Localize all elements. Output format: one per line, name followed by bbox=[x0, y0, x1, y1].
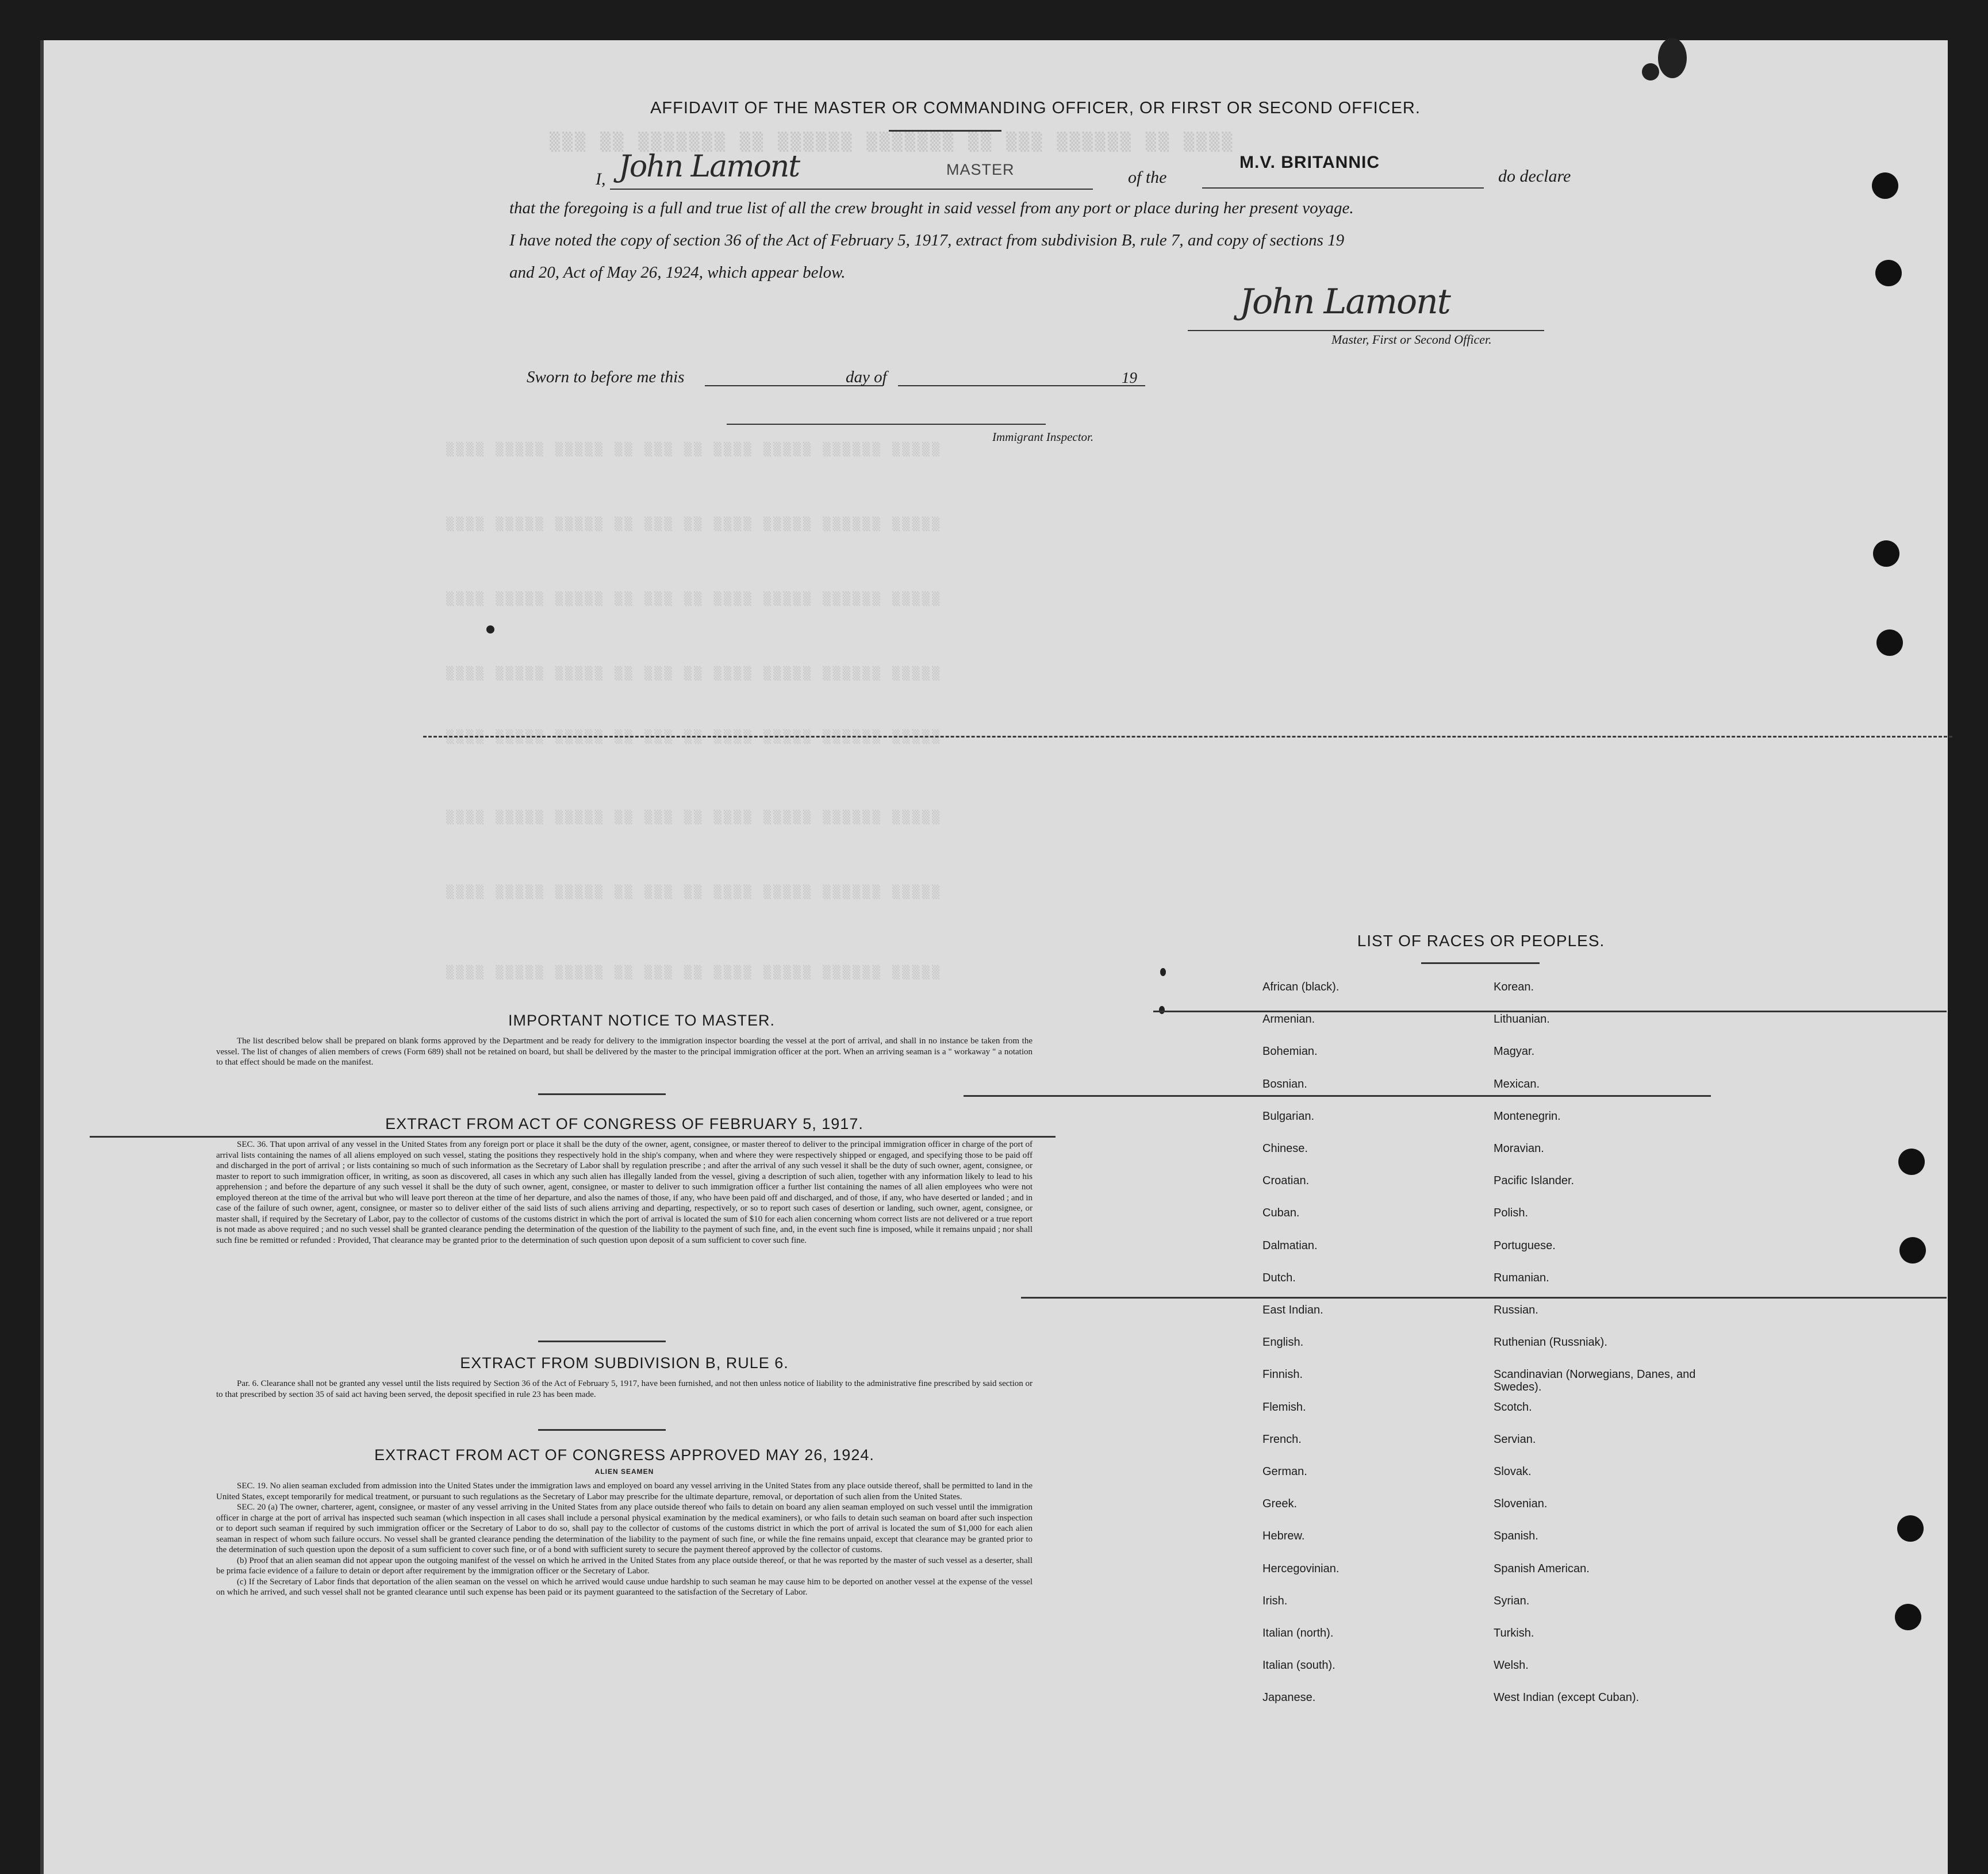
bleed-through-text: ▒▒▒▒ ▒▒▒▒▒ ▒▒▒▒▒ ▒▒ ▒▒▒ ▒▒ ▒▒▒▒ ▒▒▒▒▒ ▒▒▒▒▒▒ ▒▒▒▒▒ bbox=[446, 517, 942, 532]
race-entry: West Indian (except Cuban). bbox=[1494, 1691, 1640, 1704]
race-entry: Syrian. bbox=[1494, 1594, 1530, 1607]
bleed-through-text: ▒▒▒▒ ▒▒▒▒▒ ▒▒▒▒▒ ▒▒ ▒▒▒ ▒▒ ▒▒▒▒ ▒▒▒▒▒ ▒▒▒▒▒▒ ▒▒▒▒▒ bbox=[446, 730, 942, 744]
race-entry: Chinese. bbox=[1262, 1142, 1308, 1155]
heading-underline bbox=[889, 130, 1001, 132]
races-heading: LIST OF RACES OR PEOPLES. bbox=[1357, 932, 1605, 950]
document-page bbox=[40, 40, 1948, 1874]
race-entry: Moravian. bbox=[1494, 1142, 1544, 1155]
race-entry: Korean. bbox=[1494, 981, 1534, 993]
stray-rule bbox=[964, 1095, 1711, 1097]
section-divider bbox=[538, 1093, 666, 1095]
race-entry: Irish. bbox=[1262, 1594, 1288, 1607]
race-entry: Flemish. bbox=[1262, 1400, 1306, 1414]
extract-1924-heading: EXTRACT FROM ACT OF CONGRESS APPROVED MAY 26, 1924. bbox=[374, 1446, 874, 1464]
sec-19-text: SEC. 19. No alien seaman excluded from admission into the United States under the immigration laws and employed on board any vessel arriving in the United States from any place outside thereof, shall be permitted to land in the United States, except temporarily for medical treatment, or pursuant to such regulations as the Secretary of Labor may prescribe for the ultimate departure, removal, or deportation of such alien from the United States. bbox=[216, 1481, 1033, 1501]
race-entry: Polish. bbox=[1494, 1207, 1529, 1220]
race-entry: Slovenian. bbox=[1494, 1497, 1548, 1511]
race-entry: French. bbox=[1262, 1433, 1302, 1446]
punch-hole bbox=[1898, 1149, 1925, 1175]
race-entry: Finnish. bbox=[1262, 1368, 1303, 1381]
race-entry: Mexican. bbox=[1494, 1077, 1540, 1090]
race-entry: East Indian. bbox=[1262, 1304, 1323, 1316]
extract-1917-body: SEC. 36. That upon arrival of any vessel in the United States from any foreign port or place it shall be the duty of the owner, agent, consignee, or master thereof to deliver to the principal immigration officer in charge of the port of arrival lists containing the names of all aliens employed on such vessel, stating the positions they respectively hold in the ship's company, when and where they were respectively shipped or engaged, and specifying those to be paid off and discharged in the port of arrival ; or lists containing so much of such information as the Secretary of Labor shall by regulation prescribe ; and after the arrival of any such vessel it shall be the duty of such owner, agent, consignee, or master to report to such immigration officer, in writing, as soon as discovered, all cases in which any such alien has illegally landed from the vessel, giving a description of such alien, together with any information likely to lead to his apprehension ; and before the departure of any such vessel it shall be the duty of such owner, agent, consignee, or master to deliver to such immigration officer a further list containing the names of all alien employees who were not employed thereon at the time of the arrival but who will leave port thereon at the time of her departure, and also the names of those, if any, who have been paid off and discharged, and of those, if any, who have deserted or landed ; and in case of the failure of such owner, agent, consignee, or master so to deliver either of the said lists of such aliens arriving and departing, respectively, or so to report such cases of desertion or landing, such owner, agent, consignee, or master shall, if required by the Secretary of Labor, pay to the collector of customs of the customs district in which the port of arrival is located the sum of $10 for each alien concerning whom correct lists are not delivered or a true report is not made as above required ; and no such vessel shall be granted clearance pending the determination of the question of the liability to the payment of such fine, and, in the event such fine is imposed, while it remains unpaid ; nor shall such fine be remitted or refunded : Provided, That clearance may be granted prior to the determination of such question upon deposit of a sum sufficient to cover such fine. bbox=[216, 1140, 1033, 1245]
affidavit-line-2: that the foregoing is a full and true list of all the crew brought in said vessel from any port or place during her present voyage. bbox=[509, 199, 1354, 217]
bleed-through-text: ▒▒▒▒ ▒▒▒▒▒ ▒▒▒▒▒ ▒▒ ▒▒▒ ▒▒ ▒▒▒▒ ▒▒▒▒▒ ▒▒▒▒▒▒ ▒▒▒▒▒ bbox=[446, 811, 942, 825]
race-entry: Russian. bbox=[1494, 1304, 1538, 1316]
ink-speck bbox=[486, 625, 494, 633]
affiant-name-line bbox=[610, 189, 1093, 190]
race-entry: Welsh. bbox=[1494, 1659, 1529, 1672]
bleed-through-text: ▒▒▒▒ ▒▒▒▒▒ ▒▒▒▒▒ ▒▒ ▒▒▒ ▒▒ ▒▒▒▒ ▒▒▒▒▒ ▒▒▒▒▒▒ ▒▒▒▒▒ bbox=[446, 592, 942, 606]
stray-rule bbox=[90, 1136, 1056, 1138]
race-entry: Slovak. bbox=[1494, 1465, 1532, 1478]
race-entry: Magyar. bbox=[1494, 1045, 1535, 1058]
race-entry: Lithuanian. bbox=[1494, 1013, 1550, 1026]
race-entry: Cuban. bbox=[1262, 1207, 1300, 1220]
race-entry: Bohemian. bbox=[1262, 1045, 1318, 1058]
ink-blot bbox=[1642, 63, 1659, 80]
race-entry: Rumanian. bbox=[1494, 1271, 1549, 1284]
notice-body: The list described below shall be prepared on blank forms approved by the Department and be ready for delivery to the immigration inspector boarding the vessel at the port of arrival, and shall in no instance be taken from the vessel. The list of changes of alien members of crews (Form 689) shall not be retained on board, but shall be delivered by the master to the principal immigration officer at the port. When an arriving seaman is a " workaway " a notation to that effect should be made on the manifest. bbox=[216, 1036, 1033, 1067]
race-entry: Armenian. bbox=[1262, 1013, 1315, 1026]
sec-20b-text: (b) Proof that an alien seaman did not appear upon the outgoing manifest of the vessel on which he arrived in the United States from any place outside thereof, or that he was reported by the master of such vessel as a deserter, shall be prima facie evidence of a failure to detain or deport after requirement by the immigration officer or the Secretary of Labor. bbox=[216, 1556, 1033, 1576]
extract-1917-heading: EXTRACT FROM ACT OF CONGRESS OF FEBRUARY 5, 1917. bbox=[385, 1115, 863, 1132]
ink-blot bbox=[1658, 38, 1687, 78]
section-divider bbox=[538, 1429, 666, 1431]
inspector-signature-line bbox=[727, 424, 1046, 425]
race-entry: English. bbox=[1262, 1336, 1304, 1349]
race-entry: German. bbox=[1262, 1465, 1307, 1478]
race-entry: Turkish. bbox=[1494, 1627, 1534, 1639]
sworn-prefix: Sworn to before me this bbox=[527, 368, 685, 386]
section-divider bbox=[538, 1341, 666, 1342]
race-entry: Spanish. bbox=[1494, 1530, 1538, 1543]
race-entry: Dutch. bbox=[1262, 1271, 1296, 1284]
race-entry: Bulgarian. bbox=[1262, 1109, 1315, 1123]
alien-seamen-subheading: ALIEN SEAMEN bbox=[594, 1468, 654, 1476]
affidavit-heading: AFFIDAVIT OF THE MASTER OR COMMANDING OFFICER, OR FIRST OR SECOND OFFICER. bbox=[650, 99, 1421, 117]
stray-rule bbox=[1021, 1297, 1947, 1299]
race-entry: Hebrew. bbox=[1262, 1530, 1305, 1543]
extract-rule6-body: Par. 6. Clearance shall not be granted any vessel until the lists required by Section 36 of the Act of February 5, 1917, have been furnished, and not then unless notice of liability to the administrative fine prescribed by said section or to that prescribed by section 35 of said act having been served, the deposit specified in rule 23 has been made. bbox=[216, 1379, 1033, 1399]
sec-20c-text: (c) If the Secretary of Labor finds that deportation of the alien seaman on the vessel on which he arrived would cause undue hardship to such seaman he may cause him to be deported on another vessel at the expense of the vessel on which he arrived, and such vessel shall not be granted clearance until such expense has been paid or its payment guaranteed to the satisfaction of the Secretary of Labor. bbox=[216, 1577, 1033, 1597]
rank-value: MASTER bbox=[946, 161, 1015, 178]
sworn-day-label: day of bbox=[846, 368, 887, 386]
of-the-label: of the bbox=[1128, 168, 1167, 187]
officer-signature: John Lamont bbox=[1239, 282, 1450, 322]
race-entry: Dalmatian. bbox=[1262, 1239, 1318, 1252]
punch-hole bbox=[1876, 629, 1903, 656]
race-entry: Croatian. bbox=[1262, 1174, 1310, 1188]
vessel-name: M.V. BRITANNIC bbox=[1239, 153, 1380, 172]
extract-1924-body bbox=[216, 1481, 1033, 1598]
extract-rule6-heading: EXTRACT FROM SUBDIVISION B, RULE 6. bbox=[460, 1354, 789, 1372]
race-entry: Italian (north). bbox=[1262, 1627, 1334, 1639]
punch-hole bbox=[1895, 1604, 1921, 1630]
race-entry: Greek. bbox=[1262, 1497, 1298, 1511]
punch-hole bbox=[1897, 1515, 1924, 1542]
race-entry: Japanese. bbox=[1262, 1691, 1316, 1704]
master-signature: John Lamont bbox=[619, 149, 800, 184]
inspector-caption: Immigrant Inspector. bbox=[992, 430, 1094, 444]
bleed-through-text: ▒▒▒▒ ▒▒▒▒▒ ▒▒▒▒▒ ▒▒ ▒▒▒ ▒▒ ▒▒▒▒ ▒▒▒▒▒ ▒▒▒▒▒▒ ▒▒▒▒▒ bbox=[446, 667, 942, 681]
stray-rule bbox=[423, 736, 1952, 738]
declare-label: do declare bbox=[1498, 167, 1571, 186]
officer-signature-line bbox=[1188, 330, 1544, 331]
race-entry: Scandinavian (Norwegians, Danes, and Swedes). bbox=[1494, 1368, 1696, 1394]
sec-20a-text: SEC. 20 (a) The owner, charterer, agent, consignee, or master of any vessel arriving in the United States from any place outside thereof who fails to detain on board any alien seaman employed on such vessel until the immigration officer in charge at the port of arrival has inspected such seaman (which inspection in all cases shall include a personal physical examination by the medical examiners), or who fails to detain such seaman on board after such inspection or to deport such seaman if required by such immigration officer or the Secretary of Labor to do so, shall pay to the collector of customs of the customs district in which the port of arrival is located the sum of $1,000 for each alien seaman in respect of whom such failure occurs. No vessel shall be granted clearance pending the determination of the liability to the payment of such fine, or while the fine remains unpaid, except that clearance may be granted prior to the determination of such question upon the deposit of a sum sufficient to cover such fine, or of a bond with sufficient surety to secure the payment thereof approved by the collector of customs. bbox=[216, 1503, 1033, 1554]
race-entry: Spanish American. bbox=[1494, 1562, 1590, 1575]
bleed-through-text: ▒▒▒▒ ▒▒▒▒▒ ▒▒▒▒▒ ▒▒ ▒▒▒ ▒▒ ▒▒▒▒ ▒▒▒▒▒ ▒▒▒▒▒▒ ▒▒▒▒▒ bbox=[446, 443, 942, 457]
affidavit-line-3: I have noted the copy of section 36 of the Act of February 5, 1917, extract from subdivision B, rule 7, and copy of sections 19 bbox=[509, 231, 1345, 249]
sworn-year: 19 bbox=[1122, 369, 1137, 386]
affiant-prefix: I, bbox=[596, 170, 606, 189]
race-entry: Montenegrin. bbox=[1494, 1109, 1561, 1123]
bleed-through-text: ▒▒▒ ▒▒ ▒▒▒▒▒▒▒ ▒▒ ▒▒▒▒▒▒ ▒▒▒▒▒▒▒ ▒▒ ▒▒▒ ▒▒▒▒▒▒ ▒▒ ▒▒▒▒ bbox=[550, 132, 1235, 152]
affidavit-line-4: and 20, Act of May 26, 1924, which appear below. bbox=[509, 263, 846, 282]
race-entry: Scotch. bbox=[1494, 1400, 1532, 1414]
punch-hole bbox=[1899, 1237, 1926, 1264]
race-entry: Hercegovinian. bbox=[1262, 1562, 1340, 1575]
ink-speck bbox=[1160, 968, 1166, 976]
vessel-line bbox=[1202, 187, 1484, 189]
race-entry: Portuguese. bbox=[1494, 1239, 1556, 1252]
bleed-through-text: ▒▒▒▒ ▒▒▒▒▒ ▒▒▒▒▒ ▒▒ ▒▒▒ ▒▒ ▒▒▒▒ ▒▒▒▒▒ ▒▒▒▒▒▒ ▒▒▒▒▒ bbox=[446, 885, 942, 900]
bleed-through-text: ▒▒▒▒ ▒▒▒▒▒ ▒▒▒▒▒ ▒▒ ▒▒▒ ▒▒ ▒▒▒▒ ▒▒▒▒▒ ▒▒▒▒▒▒ ▒▒▒▒▒ bbox=[446, 966, 942, 980]
punch-hole bbox=[1875, 260, 1902, 286]
race-entry: Pacific Islander. bbox=[1494, 1174, 1575, 1188]
punch-hole bbox=[1873, 540, 1899, 567]
punch-hole bbox=[1872, 172, 1898, 199]
race-entry: African (black). bbox=[1262, 981, 1340, 993]
race-entry: Italian (south). bbox=[1262, 1659, 1335, 1672]
officer-caption: Master, First or Second Officer. bbox=[1331, 332, 1492, 347]
stray-rule bbox=[1153, 1011, 1947, 1012]
races-heading-underline bbox=[1421, 962, 1540, 964]
sworn-month-line bbox=[898, 385, 1145, 386]
ink-speck bbox=[1159, 1006, 1165, 1014]
race-entry: Ruthenian (Russniak). bbox=[1494, 1336, 1607, 1349]
notice-heading: IMPORTANT NOTICE TO MASTER. bbox=[508, 1012, 776, 1029]
race-entry: Servian. bbox=[1494, 1433, 1536, 1446]
race-entry: Bosnian. bbox=[1262, 1077, 1307, 1090]
